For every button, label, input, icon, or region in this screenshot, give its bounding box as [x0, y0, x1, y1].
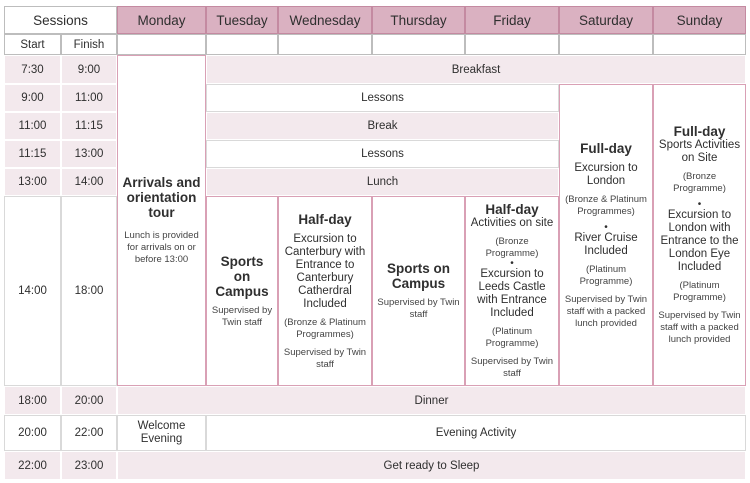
empty-subheader-cell: [278, 34, 372, 55]
lessons-band: Lessons: [206, 84, 559, 112]
arrivals-title: Arrivals and orientation tour: [122, 175, 201, 220]
friday-activity-1: Activities on site: [470, 217, 554, 229]
finish-time: 14:00: [61, 168, 117, 196]
start-time: 11:00: [4, 112, 61, 140]
empty-subheader-cell: [372, 34, 465, 55]
friday-activity-2: Excursion to Leeds Castle with Entrance Included: [477, 268, 547, 319]
sleep-band: Get ready to Sleep: [117, 451, 746, 480]
saturday-activity-2: River Cruise Included: [574, 231, 638, 257]
start-time: 11:15: [4, 140, 61, 168]
day-header-monday: Monday: [117, 6, 206, 34]
sunday-activity-2: Excursion to London with Entrance to the London Eye Included: [660, 209, 739, 273]
empty-subheader-cell: [117, 34, 206, 55]
start-time: 22:00: [4, 451, 61, 480]
tuesday-sports-block: [206, 196, 278, 386]
sessions-header: Sessions: [4, 6, 117, 34]
saturday-fullday-block: [559, 84, 653, 386]
saturday-programme-1: (Bronze & Platinum Programmes): [565, 193, 647, 217]
bullet-separator: •: [510, 258, 514, 269]
day-header-sunday: Sunday: [653, 6, 746, 34]
evening-activity-band: Evening Activity: [206, 415, 746, 451]
empty-subheader-cell: [559, 34, 653, 55]
finish-time: 18:00: [61, 196, 117, 386]
start-time: 7:30: [4, 55, 61, 84]
tuesday-title: Sports on Campus: [215, 253, 269, 299]
friday-programme-1: (Bronze Programme): [485, 236, 539, 259]
finish-time: 9:00: [61, 55, 117, 84]
finish-time: 13:00: [61, 140, 117, 168]
saturday-programme-2: (Platinum Programme): [579, 263, 633, 287]
sunday-programme-1: (Bronze Programme): [673, 171, 726, 194]
thursday-sports-block: [372, 196, 465, 386]
finish-time: 20:00: [61, 386, 117, 415]
friday-halfday-block: [465, 196, 559, 386]
welcome-evening-label: Welcome Evening: [137, 420, 186, 445]
day-header-thursday: Thursday: [372, 6, 465, 34]
start-time: 9:00: [4, 84, 61, 112]
sunday-fullday-block: [653, 84, 746, 386]
friday-supervision-note: Supervised by Twin staff: [470, 356, 554, 379]
wednesday-title: Half-day: [298, 211, 352, 227]
welcome-evening-cell: [117, 415, 206, 451]
day-header-wednesday: Wednesday: [278, 6, 372, 34]
start-time: 20:00: [4, 415, 61, 451]
lunch-note: Lunch is provided for arrivals on or before 13:00: [124, 230, 199, 265]
finish-time: 11:15: [61, 112, 117, 140]
day-header-tuesday: Tuesday: [206, 6, 278, 34]
bullet-separator: •: [697, 199, 702, 210]
saturday-activity-1: Excursion to London: [574, 161, 638, 187]
wednesday-programme: (Bronze & Platinum Programmes): [284, 316, 366, 340]
finish-column-header: Finish: [61, 34, 117, 55]
break-band: Break: [206, 112, 559, 140]
start-time: 13:00: [4, 168, 61, 196]
start-column-header: Start: [4, 34, 61, 55]
saturday-supervision-note: Supervised by Twin staff with a packed lunch provided: [564, 293, 648, 329]
wednesday-halfday-block: [278, 196, 372, 386]
empty-subheader-cell: [206, 34, 278, 55]
sunday-activity-1: Sports Activities on Site: [658, 139, 741, 164]
wednesday-activity: Excursion to Canterbury with Entrance to Canterbury Catherdral Included: [284, 232, 366, 310]
monday-arrivals-block: [117, 55, 206, 386]
sunday-supervision-note: Supervised by Twin staff with a packed lunch provided: [658, 310, 741, 345]
empty-subheader-cell: [653, 34, 746, 55]
finish-time: 22:00: [61, 415, 117, 451]
sunday-programme-2: (Platinum Programme): [673, 280, 726, 303]
empty-subheader-cell: [465, 34, 559, 55]
start-time: 18:00: [4, 386, 61, 415]
start-time: 14:00: [4, 196, 61, 386]
friday-programme-2: (Platinum Programme): [485, 326, 539, 349]
day-header-friday: Friday: [465, 6, 559, 34]
finish-time: 11:00: [61, 84, 117, 112]
tuesday-supervision-note: Supervised by Twin staff: [211, 304, 273, 328]
lunch-band: Lunch: [206, 168, 559, 196]
wednesday-supervision-note: Supervised by Twin staff: [283, 346, 367, 370]
breakfast-band: Breakfast: [206, 55, 746, 84]
bullet-separator: •: [604, 221, 608, 233]
finish-time: 23:00: [61, 451, 117, 480]
saturday-title: Full-day: [580, 140, 632, 156]
friday-title: Half-day: [485, 202, 539, 217]
sunday-title: Full-day: [673, 124, 726, 139]
day-header-saturday: Saturday: [559, 6, 653, 34]
lessons-band: Lessons: [206, 140, 559, 168]
thursday-supervision-note: Supervised by Twin staff: [377, 297, 460, 320]
thursday-title: Sports on Campus: [387, 261, 450, 291]
dinner-band: Dinner: [117, 386, 746, 415]
